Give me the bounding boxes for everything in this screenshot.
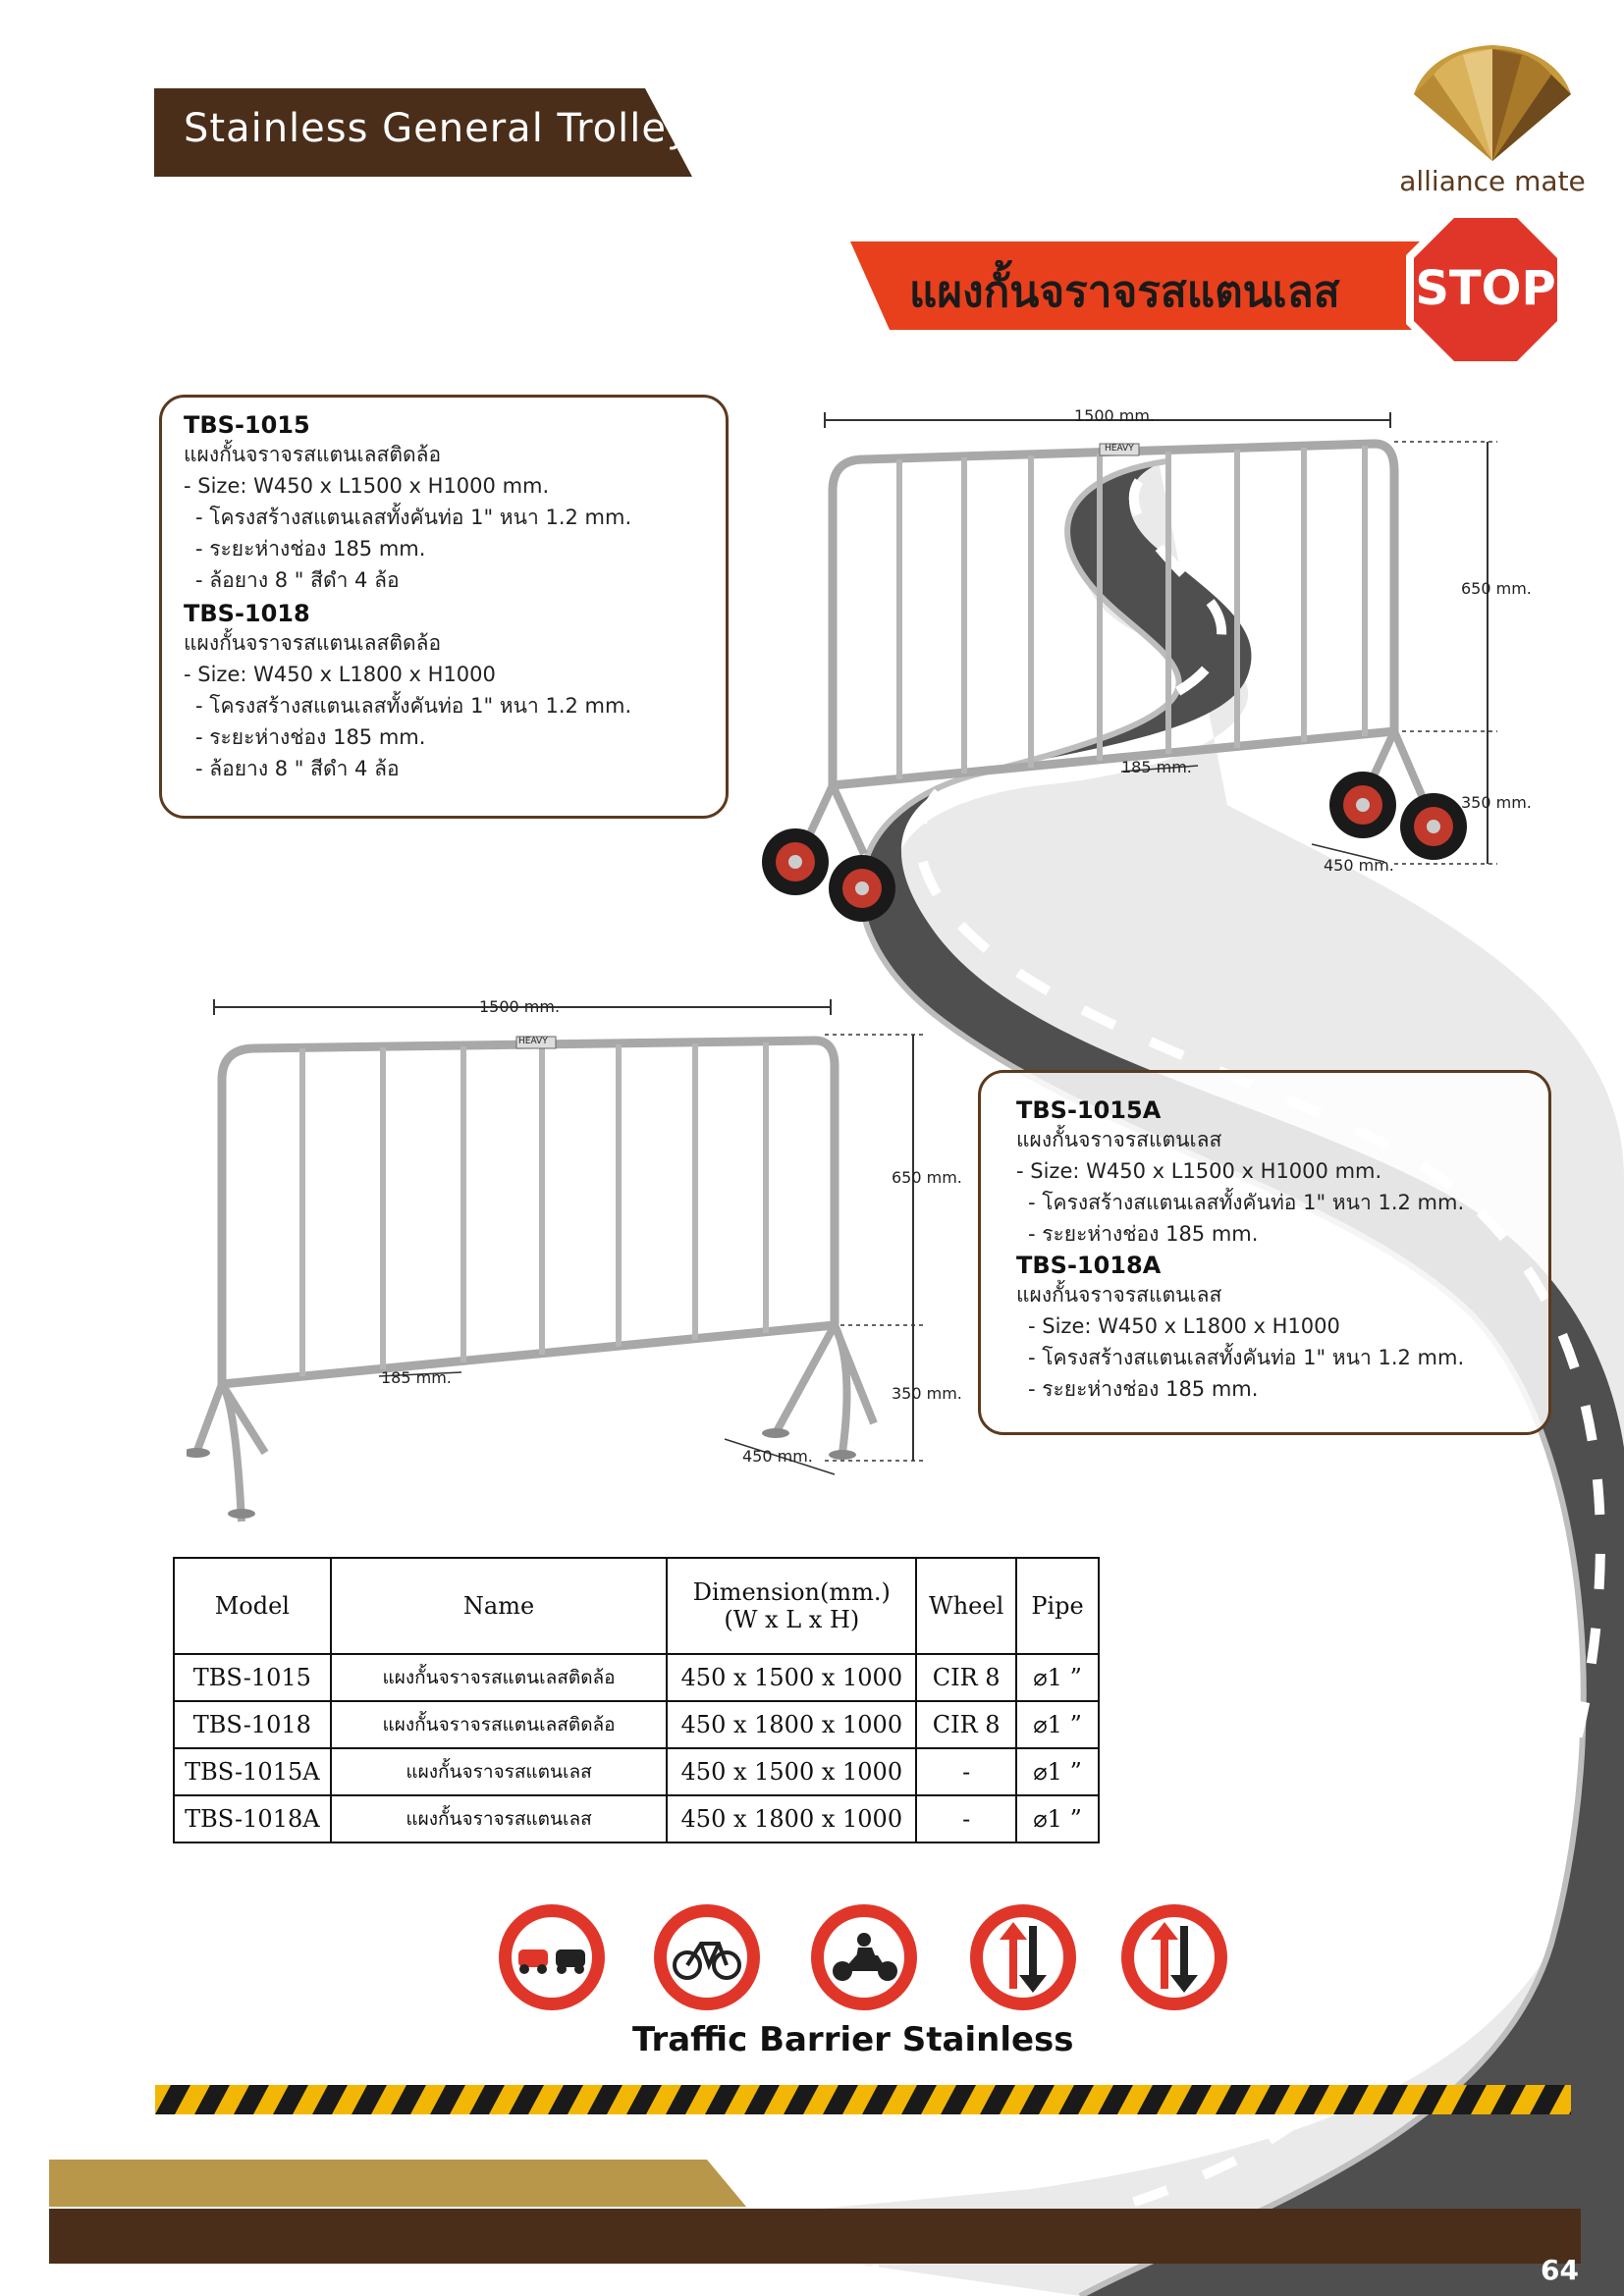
two-way-traffic-icon bbox=[966, 1900, 1080, 2014]
spec-box-wheeled bbox=[159, 395, 729, 819]
dimension-gap: 185 mm. bbox=[381, 1368, 452, 1387]
spec-line: - โครงสร้างสแตนเลสทั้งคันท่อ 1" หนา 1.2 mm. bbox=[1028, 1346, 1465, 1369]
cell-dimension: 450 x 1500 x 1000 bbox=[667, 1654, 916, 1701]
footed-barrier-illustration bbox=[187, 991, 943, 1541]
spec-item-tbs-1015a bbox=[1016, 1096, 1513, 1250]
spec-line: - Size: W450 x L1800 x H1000 bbox=[184, 663, 496, 686]
spec-line: - ระยะห่างช่อง 185 mm. bbox=[195, 725, 426, 749]
dimension-upper-height: 650 mm. bbox=[892, 1168, 962, 1187]
table-row bbox=[174, 1795, 1099, 1842]
table-row bbox=[174, 1748, 1099, 1795]
table-row bbox=[174, 1701, 1099, 1748]
hazard-stripe bbox=[155, 2085, 1571, 2114]
dimension-header-line1: Dimension(mm.) bbox=[692, 1578, 891, 1606]
spec-line: - ระยะห่างช่อง 185 mm. bbox=[1028, 1222, 1259, 1246]
table-row bbox=[174, 1654, 1099, 1701]
model-code: TBS-1015A bbox=[1016, 1096, 1162, 1124]
model-name: แผงกั้นจราจรสแตนเลสติดล้อ bbox=[184, 443, 442, 466]
cell-pipe: ⌀1 ” bbox=[1016, 1654, 1099, 1701]
cell-name: แผงกั้นจราจรสแตนเลสติดล้อ bbox=[331, 1701, 668, 1748]
cell-wheel: - bbox=[916, 1795, 1016, 1842]
col-header-wheel: Wheel bbox=[916, 1558, 1016, 1654]
stop-sign-text: STOP bbox=[1415, 261, 1556, 316]
model-code: TBS-1018 bbox=[184, 600, 310, 627]
col-header-model: Model bbox=[174, 1558, 331, 1654]
table-header-row bbox=[174, 1558, 1099, 1654]
barrier-label: HEAVY bbox=[518, 1037, 548, 1046]
wheeled-barrier-illustration bbox=[746, 393, 1532, 942]
spec-line: - โครงสร้างสแตนเลสทั้งคันท่อ 1" หนา 1.2 mm. bbox=[195, 506, 632, 529]
dimension-upper-height: 650 mm. bbox=[1461, 579, 1532, 598]
thai-title: แผงกั้นจราจรสแตนเลส bbox=[909, 267, 1340, 317]
cell-wheel: CIR 8 bbox=[916, 1701, 1016, 1748]
cell-dimension: 450 x 1500 x 1000 bbox=[667, 1748, 916, 1795]
spec-line: - Size: W450 x L1500 x H1000 mm. bbox=[1016, 1159, 1382, 1183]
col-header-pipe: Pipe bbox=[1016, 1558, 1099, 1654]
spec-line: - ล้อยาง 8 " สีดำ 4 ล้อ bbox=[195, 757, 400, 780]
spec-line: - ระยะห่างช่อง 185 mm. bbox=[195, 537, 426, 561]
cell-model: TBS-1018A bbox=[174, 1795, 331, 1842]
spec-line: - โครงสร้างสแตนเลสทั้งคันท่อ 1" หนา 1.2 mm. bbox=[1028, 1191, 1465, 1214]
spec-line: - Size: W450 x L1500 x H1000 mm. bbox=[184, 474, 550, 498]
dimension-gap: 185 mm. bbox=[1121, 758, 1192, 776]
cell-name: แผงกั้นจราจรสแตนเลส bbox=[331, 1795, 668, 1842]
spec-item-tbs-1018a bbox=[1016, 1252, 1513, 1405]
spec-line: - Size: W450 x L1800 x H1000 bbox=[1028, 1314, 1340, 1338]
spec-line: - โครงสร้างสแตนเลสทั้งคันท่อ 1" หนา 1.2 mm. bbox=[195, 694, 632, 718]
stop-sign-icon bbox=[1402, 206, 1569, 373]
page-title: Stainless General Trolley bbox=[184, 106, 691, 151]
dimension-width: 450 mm. bbox=[742, 1447, 813, 1466]
model-name: แผงกั้นจราจรสแตนเลสติดล้อ bbox=[184, 631, 442, 655]
spec-line: - ล้อยาง 8 " สีดำ 4 ล้อ bbox=[195, 568, 400, 592]
col-header-name: Name bbox=[331, 1558, 668, 1654]
no-motorcycle-icon bbox=[807, 1900, 921, 2014]
dimension-length: 1500 mm. bbox=[1074, 406, 1156, 425]
footer-title: Traffic Barrier Stainless bbox=[632, 2020, 1074, 2059]
cell-model: TBS-1018 bbox=[174, 1701, 331, 1748]
spec-item-tbs-1018 bbox=[184, 600, 704, 784]
brand-name: alliance mate bbox=[1399, 165, 1586, 197]
col-header-dimension bbox=[667, 1558, 916, 1654]
no-overtaking-icon bbox=[495, 1900, 609, 2014]
cell-pipe: ⌀1 ” bbox=[1016, 1795, 1099, 1842]
dimension-lower-height: 350 mm. bbox=[1461, 793, 1532, 812]
cell-name: แผงกั้นจราจรสแตนเลสติดล้อ bbox=[331, 1654, 668, 1701]
cell-pipe: ⌀1 ” bbox=[1016, 1748, 1099, 1795]
cell-wheel: - bbox=[916, 1748, 1016, 1795]
cell-dimension: 450 x 1800 x 1000 bbox=[667, 1795, 916, 1842]
model-name: แผงกั้นจราจรสแตนเลส bbox=[1016, 1128, 1222, 1151]
barrier-label: HEAVY bbox=[1105, 444, 1134, 454]
thai-title-banner bbox=[850, 241, 1439, 330]
cell-model: TBS-1015 bbox=[174, 1654, 331, 1701]
model-code: TBS-1018A bbox=[1016, 1252, 1162, 1279]
spec-line: - ระยะห่างช่อง 185 mm. bbox=[1028, 1377, 1259, 1401]
no-bicycle-icon bbox=[650, 1900, 764, 2014]
cell-wheel: CIR 8 bbox=[916, 1654, 1016, 1701]
shell-logo-icon bbox=[1394, 35, 1591, 163]
page-number: 64 bbox=[1541, 2254, 1579, 2286]
brand-logo bbox=[1394, 35, 1591, 202]
dimension-header-line2: (W x L x H) bbox=[724, 1606, 860, 1633]
wheel-icon bbox=[762, 772, 1467, 922]
cell-model: TBS-1015A bbox=[174, 1748, 331, 1795]
cell-pipe: ⌀1 ” bbox=[1016, 1701, 1099, 1748]
section-title-banner bbox=[154, 88, 692, 177]
spec-box-footed bbox=[978, 1070, 1551, 1435]
spec-table bbox=[173, 1557, 1100, 1843]
dimension-lower-height: 350 mm. bbox=[892, 1384, 962, 1403]
model-code: TBS-1015 bbox=[184, 411, 310, 439]
two-way-traffic-icon bbox=[1117, 1900, 1231, 2014]
cell-name: แผงกั้นจราจรสแตนเลส bbox=[331, 1748, 668, 1795]
spec-item-tbs-1015 bbox=[184, 411, 704, 596]
cell-dimension: 450 x 1800 x 1000 bbox=[667, 1701, 916, 1748]
dimension-width: 450 mm. bbox=[1324, 856, 1394, 875]
model-name: แผงกั้นจราจรสแตนเลส bbox=[1016, 1283, 1222, 1307]
dimension-length: 1500 mm. bbox=[479, 997, 561, 1016]
